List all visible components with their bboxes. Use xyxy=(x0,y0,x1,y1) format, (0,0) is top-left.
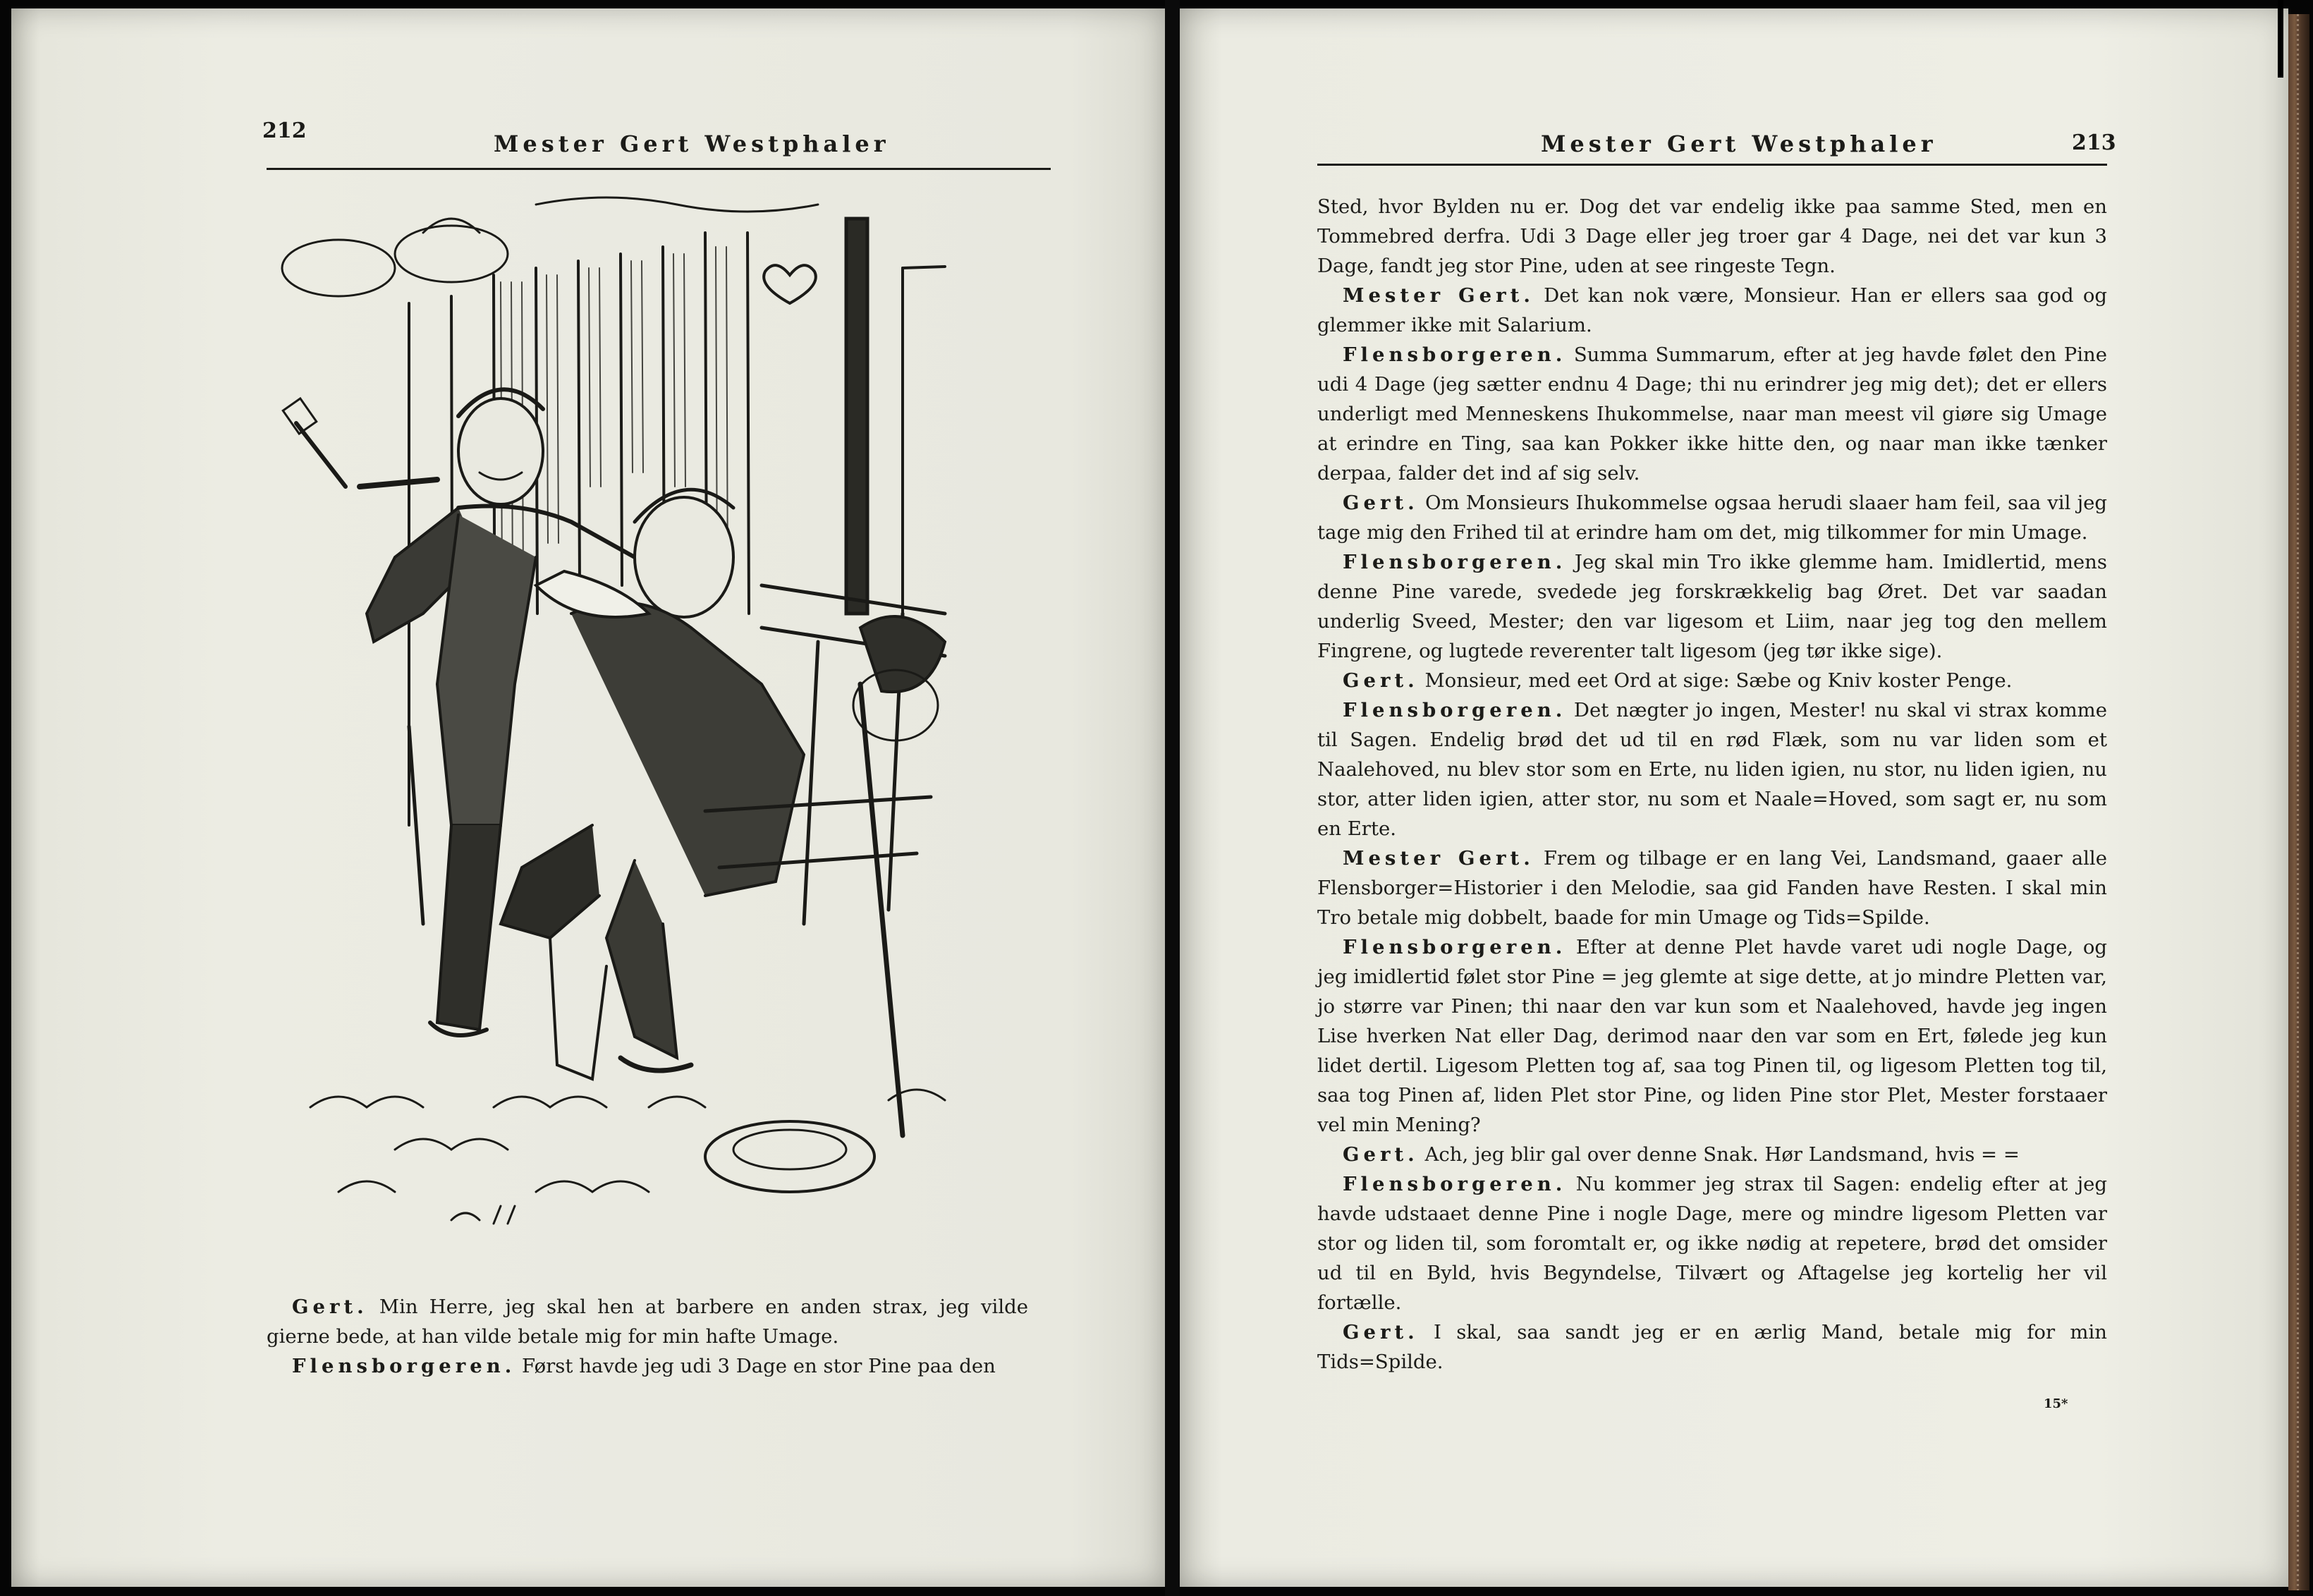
paragraph: Gert. Monsieur, med eet Ord at sige: Sæbe og Kniv koster Penge. xyxy=(1343,669,2013,692)
book-edge xyxy=(2288,14,2309,1590)
left-page-text xyxy=(267,1292,1028,1381)
paragraph: Flensborgeren. Summa Summarum, efter at jeg havde følet den Pine udi 4 Dage (jeg sætter endnu 4 Dage; thi nu erindrer jeg mig det); det er ellers underligt med Menneskens Ihukommelse, naar man meest vil giøre sig Umage at erindre en Ting, saa kan Pokker ikke hitte den, og naar man ikke tænker derpaa, falder det ind af sig selv. xyxy=(1317,343,2107,485)
right-header-rule xyxy=(1317,164,2107,166)
left-page-number: 212 xyxy=(262,118,307,143)
paragraph: Sted, hvor Bylden nu er. Dog det var endelig ikke paa samme Sted, men en Tommebred derfra. Udi 3 Dage eller jeg troer gar 4 Dage, nei det var kun 3 Dage, fandt jeg stor Pine, uden at see ringeste Tegn. xyxy=(1317,195,2107,277)
right-page-number: 213 xyxy=(2072,130,2116,155)
paragraph: Gert. Ach, jeg blir gal over denne Snak. Hør Landsmand, hvis = = xyxy=(1343,1143,2020,1166)
paragraph: Flensborgeren. Jeg skal min Tro ikke glemme ham. Imidlertid, mens denne Pine varede, svedede jeg forskrækkelig bag Øret. Det var saadan underlig Sveed, Mester; den var ligesom et Liim, naar jeg tog den mellem Fingrene, og lugtede reverenter talt ligesom (jeg tør ikke sige). xyxy=(1317,551,2107,662)
left-header-rule xyxy=(267,168,1051,170)
paragraph: Flensborgeren. Nu kommer jeg strax til Sagen: endelig efter at jeg havde udstaaet denne Pine i nogle Dage, mere og mindre ligesom Pletten var stor og liden til, som foromtalt er, og ikke nødig at repetere, brød det omsider ud til en Byld, hvis Begyndelse, Tilvært og Aftagelse jeg kortelig her vil fortælle. xyxy=(1317,1173,2107,1314)
paragraph: Flensborgeren. Efter at denne Plet havde varet udi nogle Dage, og jeg imidlertid følet stor Pine = jeg glemte at sige dette, at jo mindre Pletten var, jo større var Pinen; thi naar den var kun som et Naalehoved, havde jeg ingen Lise hverken Nat eller Dag, derimod naar den var som en Ert, følede jeg kun lidet dertil. Ligesom Pletten tog af, saa tog Pinen til, og ligesom Pletten tog til, saa tog Pinen af, liden Plet stor Pine, og liden Pine stor Plet, Mester forstaaer vel min Mening? xyxy=(1317,936,2107,1136)
left-running-head: Mester Gert Westphaler xyxy=(494,130,890,157)
paragraph: Mester Gert. Frem og tilbage er en lang Vei, Landsmand, gaaer alle Flensborger=Historier i den Melodie, saa gid Fanden have Resten. I skal min Tro betale mig dobbelt, baade for min Umage og Tids=Spilde. xyxy=(1317,847,2107,929)
paragraph: Flensborgeren. Det nægter jo ingen, Mester! nu skal vi strax komme til Sagen. Endelig brød det ud til en rød Flæk, som nu var liden som et Naalehoved, nu blev stor som en Erte, nu liden igien, nu stor, nu liden igien, nu stor, atter liden igien, atter stor, nu som et Naale=Hoved, som sagt er, nu som en Erte. xyxy=(1317,699,2107,840)
paragraph: Mester Gert. Det kan nok være, Monsieur. Han er ellers saa god og glemmer ikke mit Salarium. xyxy=(1317,284,2107,336)
book-spine xyxy=(1165,0,1180,1596)
paragraph: Gert. I skal, saa sandt jeg er en ærlig Mand, betale mig for min Tids=Spilde. xyxy=(1317,1321,2107,1373)
right-page-text xyxy=(1317,192,2107,1377)
signature-mark: 15* xyxy=(2044,1396,2068,1411)
right-running-head: Mester Gert Westphaler xyxy=(1541,130,1937,157)
barber-scene-illustration xyxy=(268,190,1030,1241)
paragraph: Flensborgeren. Først havde jeg udi 3 Dage en stor Pine paa den xyxy=(292,1355,996,1377)
paragraph: Gert. Min Herre, jeg skal hen at barbere en anden strax, jeg vilde gierne bede, at han vilde betale mig for min hafte Umage. xyxy=(267,1296,1028,1348)
corner-strip xyxy=(2278,0,2283,78)
paragraph: Gert. Om Monsieurs Ihukommelse ogsaa herudi slaaer ham feil, saa vil jeg tage mig den Frihed til at erindre ham om det, mig tilkommer for min Umage. xyxy=(1317,492,2107,544)
